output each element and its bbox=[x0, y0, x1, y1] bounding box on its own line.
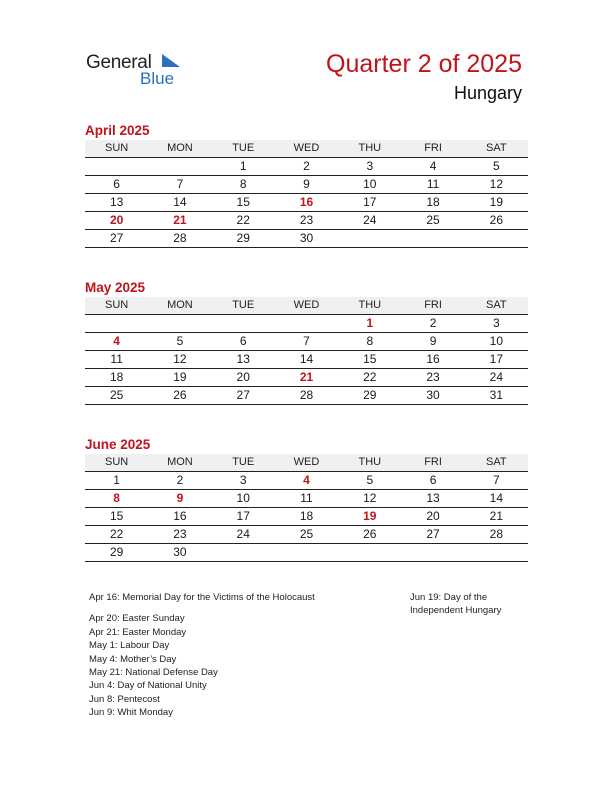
logo-blue-text: Blue bbox=[140, 69, 175, 88]
day-cell: 25 bbox=[275, 526, 338, 544]
weekday-header: SAT bbox=[465, 297, 528, 315]
holiday-day-cell: 8 bbox=[85, 490, 148, 508]
holiday-day-cell: 4 bbox=[85, 333, 148, 351]
day-cell: 1 bbox=[85, 472, 148, 490]
day-cell: 27 bbox=[401, 526, 464, 544]
day-cell: 29 bbox=[338, 387, 401, 405]
day-cell: 26 bbox=[148, 387, 211, 405]
day-cell: 9 bbox=[275, 176, 338, 194]
day-cell: 21 bbox=[465, 508, 528, 526]
day-cell: 26 bbox=[338, 526, 401, 544]
day-cell: 17 bbox=[212, 508, 275, 526]
day-cell bbox=[212, 544, 275, 562]
day-cell: 27 bbox=[85, 230, 148, 248]
day-cell: 24 bbox=[465, 369, 528, 387]
day-cell: 31 bbox=[465, 387, 528, 405]
day-cell: 13 bbox=[85, 194, 148, 212]
holiday-day-cell: 16 bbox=[275, 194, 338, 212]
weekday-header: WED bbox=[275, 454, 338, 472]
weekday-header: THU bbox=[338, 140, 401, 158]
day-cell: 6 bbox=[401, 472, 464, 490]
holiday-note: Apr 20: Easter Sunday bbox=[89, 613, 185, 625]
weekday-header: WED bbox=[275, 297, 338, 315]
day-cell: 3 bbox=[465, 315, 528, 333]
day-cell: 19 bbox=[465, 194, 528, 212]
holiday-note: Jun 8: Pentecost bbox=[89, 693, 160, 705]
day-cell: 18 bbox=[275, 508, 338, 526]
day-cell: 10 bbox=[212, 490, 275, 508]
day-cell: 23 bbox=[275, 212, 338, 230]
day-cell: 6 bbox=[212, 333, 275, 351]
holiday-note: Jun 4: Day of National Unity bbox=[89, 680, 207, 692]
page-title: Quarter 2 of 2025 bbox=[326, 50, 522, 78]
day-cell: 11 bbox=[85, 351, 148, 369]
brand-logo bbox=[86, 50, 196, 90]
holiday-note: May 21: National Defense Day bbox=[89, 667, 218, 679]
weekday-header: WED bbox=[275, 140, 338, 158]
day-cell: 29 bbox=[212, 230, 275, 248]
day-cell: 4 bbox=[401, 158, 464, 176]
holiday-day-cell: 21 bbox=[148, 212, 211, 230]
day-cell bbox=[148, 315, 211, 333]
holiday-note: Apr 21: Easter Monday bbox=[89, 626, 187, 638]
day-cell bbox=[275, 315, 338, 333]
month-calendar bbox=[85, 279, 528, 405]
day-cell: 11 bbox=[275, 490, 338, 508]
holiday-note: Jun 19: Day of the bbox=[410, 592, 488, 603]
holiday-list bbox=[89, 591, 315, 720]
day-cell: 12 bbox=[338, 490, 401, 508]
day-cell: 3 bbox=[212, 472, 275, 490]
day-cell: 8 bbox=[338, 333, 401, 351]
day-cell: 25 bbox=[85, 387, 148, 405]
day-cell: 30 bbox=[148, 544, 211, 562]
month-grid bbox=[85, 454, 528, 562]
day-cell: 17 bbox=[465, 351, 528, 369]
day-cell: 24 bbox=[212, 526, 275, 544]
holiday-list-right bbox=[410, 591, 530, 618]
day-cell bbox=[148, 158, 211, 176]
day-cell: 5 bbox=[148, 333, 211, 351]
day-cell bbox=[338, 544, 401, 562]
holiday-day-cell: 4 bbox=[275, 472, 338, 490]
day-cell: 15 bbox=[212, 194, 275, 212]
country-name: Hungary bbox=[453, 83, 522, 103]
day-cell: 22 bbox=[212, 212, 275, 230]
day-cell: 10 bbox=[465, 333, 528, 351]
day-cell: 7 bbox=[275, 333, 338, 351]
holiday-day-cell: 1 bbox=[338, 315, 401, 333]
day-cell: 1 bbox=[212, 158, 275, 176]
day-cell: 16 bbox=[401, 351, 464, 369]
day-cell: 2 bbox=[401, 315, 464, 333]
day-cell: 8 bbox=[212, 176, 275, 194]
month-title: June 2025 bbox=[85, 437, 151, 452]
day-cell bbox=[338, 230, 401, 248]
day-cell bbox=[275, 544, 338, 562]
day-cell: 12 bbox=[465, 176, 528, 194]
weekday-header: MON bbox=[148, 454, 211, 472]
weekday-header: FRI bbox=[401, 297, 464, 315]
holiday-day-cell: 19 bbox=[338, 508, 401, 526]
day-cell: 23 bbox=[401, 369, 464, 387]
day-cell: 6 bbox=[85, 176, 148, 194]
logo-general-text: General bbox=[86, 52, 152, 73]
day-cell: 20 bbox=[401, 508, 464, 526]
weekday-header: MON bbox=[148, 297, 211, 315]
day-cell: 5 bbox=[338, 472, 401, 490]
day-cell: 27 bbox=[212, 387, 275, 405]
month-title: May 2025 bbox=[85, 280, 146, 295]
holiday-note: May 4: Mother’s Day bbox=[89, 653, 177, 665]
weekday-header: SAT bbox=[465, 140, 528, 158]
day-cell: 2 bbox=[275, 158, 338, 176]
day-cell: 28 bbox=[465, 526, 528, 544]
weekday-header: SUN bbox=[85, 140, 148, 158]
day-cell bbox=[212, 315, 275, 333]
holiday-note: Independent Hungary bbox=[410, 605, 502, 617]
day-cell: 5 bbox=[465, 158, 528, 176]
day-cell bbox=[401, 544, 464, 562]
weekday-header: FRI bbox=[401, 454, 464, 472]
day-cell: 24 bbox=[338, 212, 401, 230]
day-cell: 14 bbox=[465, 490, 528, 508]
holiday-note: May 1: Labour Day bbox=[89, 640, 170, 652]
day-cell: 2 bbox=[148, 472, 211, 490]
holiday-day-cell: 9 bbox=[148, 490, 211, 508]
logo-flag-icon bbox=[160, 54, 182, 70]
day-cell bbox=[85, 158, 148, 176]
weekday-header: THU bbox=[338, 297, 401, 315]
day-cell: 22 bbox=[338, 369, 401, 387]
holiday-day-cell: 20 bbox=[85, 212, 148, 230]
day-cell: 26 bbox=[465, 212, 528, 230]
day-cell: 17 bbox=[338, 194, 401, 212]
month-grid bbox=[85, 140, 528, 248]
day-cell: 30 bbox=[401, 387, 464, 405]
day-cell: 14 bbox=[275, 351, 338, 369]
holiday-note: Apr 16: Memorial Day for the Victims of the Holocaust bbox=[89, 592, 315, 603]
day-cell bbox=[401, 230, 464, 248]
day-cell: 18 bbox=[401, 194, 464, 212]
weekday-header: FRI bbox=[401, 140, 464, 158]
day-cell: 18 bbox=[85, 369, 148, 387]
weekday-header: TUE bbox=[212, 140, 275, 158]
day-cell: 15 bbox=[338, 351, 401, 369]
day-cell: 10 bbox=[338, 176, 401, 194]
holiday-note: Jun 9: Whit Monday bbox=[89, 707, 173, 719]
holiday-day-cell: 21 bbox=[275, 369, 338, 387]
day-cell: 7 bbox=[465, 472, 528, 490]
day-cell: 29 bbox=[85, 544, 148, 562]
day-cell: 23 bbox=[148, 526, 211, 544]
day-cell: 13 bbox=[212, 351, 275, 369]
day-cell: 3 bbox=[338, 158, 401, 176]
day-cell: 25 bbox=[401, 212, 464, 230]
day-cell: 20 bbox=[212, 369, 275, 387]
day-cell: 13 bbox=[401, 490, 464, 508]
month-calendar bbox=[85, 436, 528, 562]
weekday-header: MON bbox=[148, 140, 211, 158]
day-cell: 11 bbox=[401, 176, 464, 194]
weekday-header: THU bbox=[338, 454, 401, 472]
day-cell: 30 bbox=[275, 230, 338, 248]
day-cell: 28 bbox=[275, 387, 338, 405]
weekday-header: TUE bbox=[212, 454, 275, 472]
weekday-header: SAT bbox=[465, 454, 528, 472]
day-cell bbox=[85, 315, 148, 333]
day-cell: 22 bbox=[85, 526, 148, 544]
day-cell bbox=[465, 230, 528, 248]
month-title: April 2025 bbox=[85, 123, 150, 138]
weekday-header: SUN bbox=[85, 297, 148, 315]
day-cell bbox=[465, 544, 528, 562]
month-calendar bbox=[85, 122, 528, 248]
day-cell: 9 bbox=[401, 333, 464, 351]
holiday-note-list bbox=[89, 612, 315, 719]
day-cell: 16 bbox=[148, 508, 211, 526]
day-cell: 15 bbox=[85, 508, 148, 526]
weekday-header: SUN bbox=[85, 454, 148, 472]
weekday-header: TUE bbox=[212, 297, 275, 315]
day-cell: 14 bbox=[148, 194, 211, 212]
month-grid bbox=[85, 297, 528, 405]
day-cell: 19 bbox=[148, 369, 211, 387]
day-cell: 28 bbox=[148, 230, 211, 248]
day-cell: 7 bbox=[148, 176, 211, 194]
day-cell: 12 bbox=[148, 351, 211, 369]
